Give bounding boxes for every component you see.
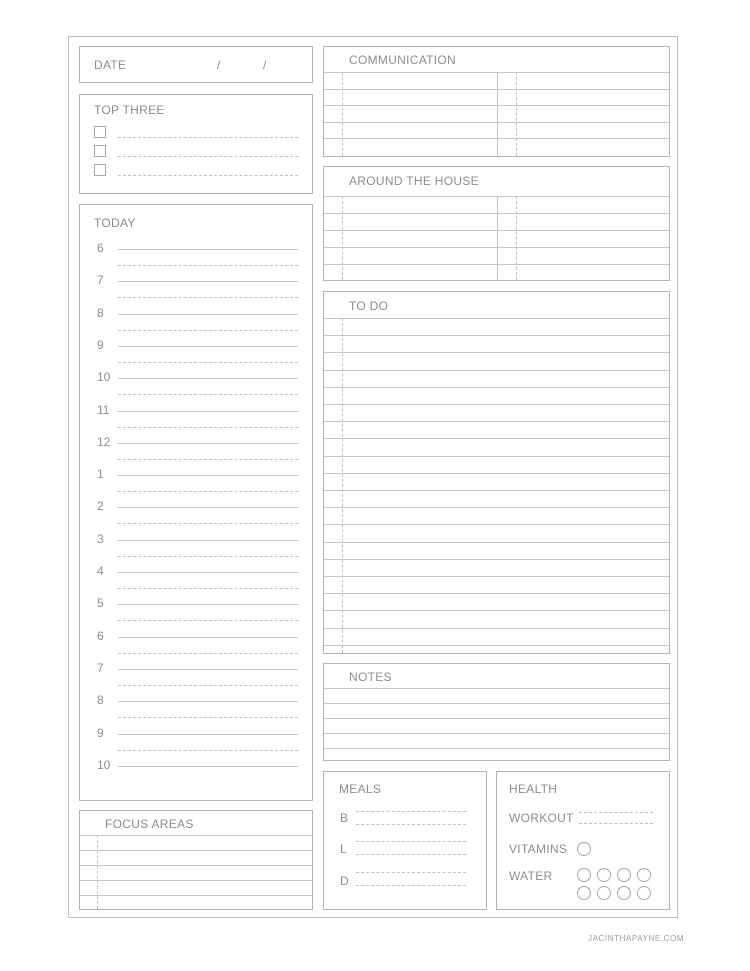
water-circle[interactable] xyxy=(577,886,591,900)
hour-line[interactable] xyxy=(118,378,298,379)
focus-line[interactable] xyxy=(80,895,312,896)
hour-line[interactable] xyxy=(118,701,298,702)
half-hour-line[interactable] xyxy=(118,523,298,524)
top-three-checkbox-3[interactable] xyxy=(94,164,106,176)
half-hour-line[interactable] xyxy=(118,491,298,492)
column-divider xyxy=(497,72,498,156)
ruled-line[interactable] xyxy=(324,524,669,525)
half-hour-line[interactable] xyxy=(118,685,298,686)
ruled-line[interactable] xyxy=(324,610,669,611)
ruled-line[interactable] xyxy=(324,628,669,629)
hour-line[interactable] xyxy=(118,540,298,541)
today-schedule-box xyxy=(79,204,313,801)
todo-label: TO DO xyxy=(349,299,389,313)
notes-box xyxy=(323,663,670,761)
water-circle[interactable] xyxy=(617,868,631,882)
ruled-line[interactable] xyxy=(324,352,669,353)
meal-dinner-line[interactable] xyxy=(356,872,466,873)
hour-line[interactable] xyxy=(118,346,298,347)
hour-label: 8 xyxy=(97,305,104,320)
half-hour-line[interactable] xyxy=(118,362,298,363)
today-label: TODAY xyxy=(94,216,136,230)
workout-line[interactable] xyxy=(579,823,653,824)
todo-box xyxy=(323,291,670,654)
ruled-line[interactable] xyxy=(324,576,669,577)
top-three-line-3[interactable] xyxy=(118,175,298,176)
hour-label: 1 xyxy=(97,467,104,482)
ruled-line[interactable] xyxy=(324,559,669,560)
hour-label: 5 xyxy=(97,596,104,611)
ruled-line[interactable] xyxy=(324,542,669,543)
ruled-line[interactable] xyxy=(324,438,669,439)
meal-lunch-label: L xyxy=(340,842,347,856)
ruled-line[interactable] xyxy=(324,456,669,457)
water-circle[interactable] xyxy=(577,868,591,882)
hour-line[interactable] xyxy=(118,637,298,638)
half-hour-line[interactable] xyxy=(118,588,298,589)
hour-line[interactable] xyxy=(118,604,298,605)
hour-line[interactable] xyxy=(118,766,298,767)
meal-breakfast-label: B xyxy=(340,811,349,825)
margin-line xyxy=(516,196,517,280)
margin-line xyxy=(516,72,517,156)
meal-dinner-label: D xyxy=(340,874,349,888)
meal-breakfast-line[interactable] xyxy=(356,811,466,812)
hour-line[interactable] xyxy=(118,281,298,282)
hour-line[interactable] xyxy=(118,314,298,315)
half-hour-line[interactable] xyxy=(118,653,298,654)
focus-line[interactable] xyxy=(80,835,312,836)
around-the-house-box xyxy=(323,166,670,281)
water-circle[interactable] xyxy=(597,886,611,900)
hour-line[interactable] xyxy=(118,249,298,250)
meal-breakfast-line[interactable] xyxy=(356,824,466,825)
top-three-label: TOP THREE xyxy=(94,103,165,117)
column-divider xyxy=(497,196,498,280)
hour-line[interactable] xyxy=(118,734,298,735)
communication-label: COMMUNICATION xyxy=(349,53,457,67)
focus-areas-box xyxy=(79,810,313,910)
hour-label: 12 xyxy=(97,434,111,449)
water-circle[interactable] xyxy=(617,886,631,900)
focus-line[interactable] xyxy=(80,850,312,851)
ruled-line[interactable] xyxy=(324,688,669,689)
half-hour-line[interactable] xyxy=(118,556,298,557)
hour-label: 11 xyxy=(97,402,110,417)
meal-lunch-line[interactable] xyxy=(356,854,466,855)
date-separator-1: / xyxy=(217,58,221,72)
workout-line[interactable] xyxy=(579,812,653,813)
ruled-line[interactable] xyxy=(324,645,669,646)
half-hour-line[interactable] xyxy=(118,427,298,428)
around-the-house-label: AROUND THE HOUSE xyxy=(349,174,479,188)
workout-label: WORKOUT xyxy=(509,811,574,825)
half-hour-line[interactable] xyxy=(118,459,298,460)
focus-line[interactable] xyxy=(80,880,312,881)
meals-box xyxy=(323,771,487,910)
hour-label: 10 xyxy=(97,757,111,772)
hour-label: 6 xyxy=(97,628,104,643)
vitamins-label: VITAMINS xyxy=(509,842,568,856)
ruled-line[interactable] xyxy=(324,490,669,491)
top-three-box xyxy=(79,94,313,194)
margin-line xyxy=(342,318,343,653)
half-hour-line[interactable] xyxy=(118,620,298,621)
ruled-line[interactable] xyxy=(324,318,669,319)
focus-margin-line xyxy=(97,835,98,909)
ruled-line[interactable] xyxy=(324,718,669,719)
date-separator-2: / xyxy=(263,58,267,72)
water-circle[interactable] xyxy=(637,868,651,882)
hour-label: 3 xyxy=(97,531,104,546)
meal-dinner-line[interactable] xyxy=(356,885,466,886)
ruled-line[interactable] xyxy=(324,387,669,388)
ruled-line[interactable] xyxy=(324,421,669,422)
hour-label: 10 xyxy=(97,370,111,385)
hour-label: 9 xyxy=(97,337,104,352)
hour-line[interactable] xyxy=(118,443,298,444)
hour-line[interactable] xyxy=(118,669,298,670)
half-hour-line[interactable] xyxy=(118,330,298,331)
health-label: HEALTH xyxy=(509,782,558,796)
water-circle[interactable] xyxy=(637,886,651,900)
site-credit: JACINTHAPAYNE.COM xyxy=(588,934,685,943)
ruled-line[interactable] xyxy=(324,404,669,405)
hour-line[interactable] xyxy=(118,411,298,412)
hour-label: 2 xyxy=(97,499,104,514)
ruled-line[interactable] xyxy=(324,370,669,371)
date-box[interactable] xyxy=(79,46,313,83)
half-hour-line[interactable] xyxy=(118,750,298,751)
ruled-line[interactable] xyxy=(324,335,669,336)
ruled-line[interactable] xyxy=(324,703,669,704)
focus-line[interactable] xyxy=(80,865,312,866)
water-label: WATER xyxy=(509,869,553,883)
ruled-line[interactable] xyxy=(324,733,669,734)
top-three-checkbox-1[interactable] xyxy=(94,126,106,138)
hour-label: 7 xyxy=(97,273,104,288)
ruled-line[interactable] xyxy=(324,748,669,749)
half-hour-line[interactable] xyxy=(118,717,298,718)
margin-line xyxy=(342,72,343,156)
margin-line xyxy=(342,196,343,280)
top-three-line-1[interactable] xyxy=(118,137,298,138)
communication-box xyxy=(323,46,670,157)
top-three-line-2[interactable] xyxy=(118,156,298,157)
ruled-line[interactable] xyxy=(324,507,669,508)
focus-areas-label: FOCUS AREAS xyxy=(105,817,194,831)
hour-label: 4 xyxy=(97,564,104,578)
half-hour-line[interactable] xyxy=(118,297,298,298)
ruled-line[interactable] xyxy=(324,473,669,474)
date-label: DATE xyxy=(94,58,127,72)
half-hour-line[interactable] xyxy=(118,394,298,395)
health-box xyxy=(496,771,670,910)
vitamins-circle[interactable] xyxy=(577,842,591,856)
ruled-line[interactable] xyxy=(324,593,669,594)
water-circle[interactable] xyxy=(597,868,611,882)
hour-label: 6 xyxy=(97,241,104,255)
top-three-checkbox-2[interactable] xyxy=(94,145,106,157)
half-hour-line[interactable] xyxy=(118,265,298,266)
meal-lunch-line[interactable] xyxy=(356,841,466,842)
meals-label: MEALS xyxy=(339,782,382,796)
hour-label: 7 xyxy=(97,660,104,675)
hour-line[interactable] xyxy=(118,507,298,508)
hour-label: 8 xyxy=(97,693,104,708)
notes-label: NOTES xyxy=(349,670,392,684)
hour-line[interactable] xyxy=(118,572,298,573)
hour-label: 9 xyxy=(97,725,104,740)
hour-line[interactable] xyxy=(118,475,298,476)
